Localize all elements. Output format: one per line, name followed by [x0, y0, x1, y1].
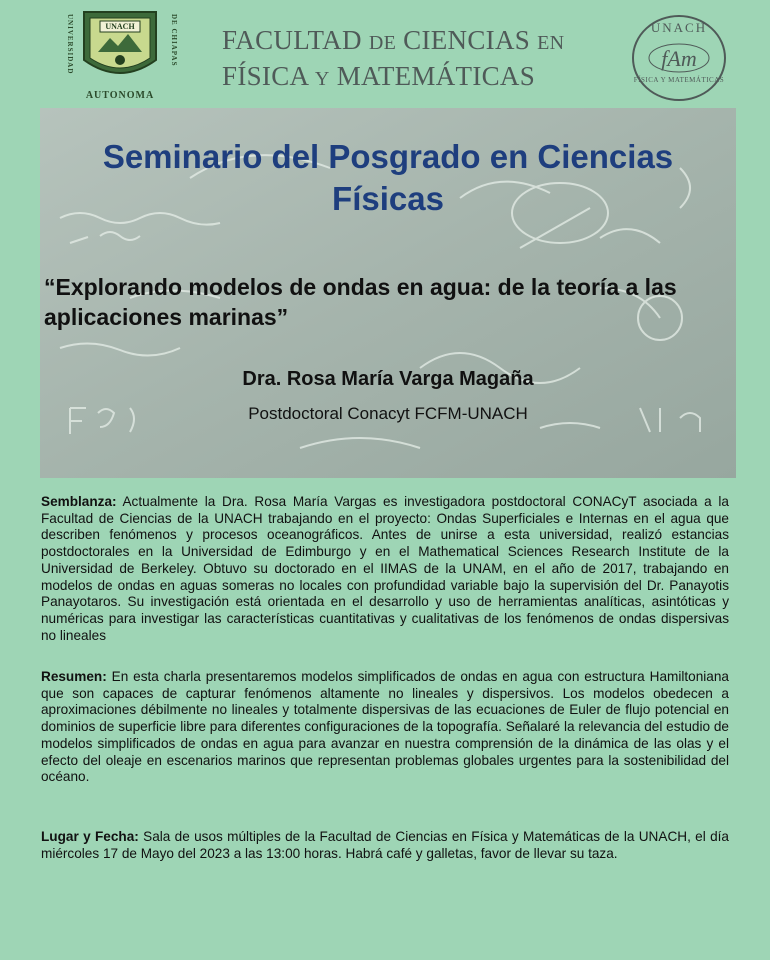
talk-title-line: “Explorando modelos de ondas en agua: de la teoría a las	[44, 274, 677, 300]
semblanza-text: Actualmente la Dra. Rosa María Vargas es investigadora postdoctoral CONACyT asociada a la Facultad de Ciencias de la UNACH trabajando en el proyecto: Ondas Superficiales e Internas en el agua que describen fenómenos y procesos oceanográficos. Antes de unirse a esta universidad, realizó estancias postdoctorales en la Universidad de Edimburgo y en el Mathematical Sciences Research Institute de la Universidad de Berkeley. Obtuvo su doctorado en el IIMAS de la UNAM, en el año de 2017, trabajando en modelos de ondas en aguas someras no locales con profundidad variable bajo la supervisión del Dr. Panayotis Panayotaros. Su investigación está orientada en el desarrollo y uso de herramientas analíticas, asintóticas y numéricas para investigar las características cuantitativas y cualitativas de los fenómenos de ondas dispersivas no lineales	[41, 494, 729, 643]
faculty-word: DE	[368, 32, 397, 54]
seminar-title-line: Físicas	[332, 180, 444, 217]
logo-badge-text: UNACH	[105, 22, 135, 31]
speaker-name: Dra. Rosa María Varga Magaña	[242, 368, 534, 390]
logo-arc-left-text: UNIVERSIDAD	[66, 14, 74, 75]
logo-arc-right-text: DE CHIAPAS	[170, 14, 178, 67]
faculty-title-line2	[222, 60, 564, 96]
talk-title	[44, 272, 734, 332]
faculty-word: FACULTAD	[222, 25, 362, 55]
resumen-label: Resumen:	[41, 669, 107, 684]
speaker-affiliation: Postdoctoral Conacyt FCFM-UNACH	[248, 404, 528, 423]
fcfm-monogram: fAm	[661, 46, 697, 71]
faculty-word: EN	[537, 32, 565, 54]
resumen-text: En esta charla presentaremos modelos simplificados de ondas en agua con estructura Hamiltoniana que son capaces de capturar fenómenos altamente no lineales y dispersivos. Los modelos obedecen a aproximaciones débilmente no lineales y totalmente dispersivas de las ecuaciones de Euler de flujo potencial en dominios de superficie libre para diferentes configuraciones de la topografía. Señalaré la relevancia del estudio de modelos simplificados de ondas en agua para avanzar en nuestra comprensión de la dinámica de las olas y el efecto del oleaje en escenarios marinos que representan problemas globales urgentes para la sostenibilidad del océano.	[41, 669, 729, 785]
fcfm-logo-bottom-text: FÍSICA Y MATEMÁTICAS	[633, 76, 725, 84]
faculty-word: FÍSICA	[222, 61, 308, 91]
semblanza-paragraph	[41, 494, 729, 644]
fcfm-logo	[630, 14, 728, 102]
lugar-fecha-text: Sala de usos múltiples de la Facultad de Ciencias en Física y Matemáticas de la UNACH, el día miércoles 17 de Mayo del 2023 a las 13:00 horas. Habrá café y galletas, favor de llevar su taza.	[41, 829, 729, 861]
lugar-fecha-paragraph	[41, 829, 729, 862]
faculty-word: CIENCIAS	[403, 25, 531, 55]
unach-logo	[60, 8, 180, 103]
seminar-title	[40, 136, 736, 220]
header	[0, 0, 770, 108]
faculty-title-line1	[222, 24, 564, 60]
faculty-word: MATEMÁTICAS	[336, 61, 536, 91]
faculty-title	[222, 24, 564, 96]
fcfm-logo-top-text: UNACH	[650, 20, 708, 35]
lugar-fecha-label: Lugar y Fecha:	[41, 829, 139, 844]
seminar-title-line: Seminario del Posgrado en Ciencias	[102, 138, 674, 175]
semblanza-label: Semblanza:	[41, 494, 117, 509]
resumen-paragraph	[41, 669, 729, 786]
faculty-word: Y	[314, 68, 330, 90]
logo-bottom-text: AUTONOMA	[85, 90, 155, 101]
talk-title-line: aplicaciones marinas”	[44, 304, 289, 330]
unach-shield-icon	[78, 8, 162, 88]
seminar-banner	[40, 108, 736, 478]
